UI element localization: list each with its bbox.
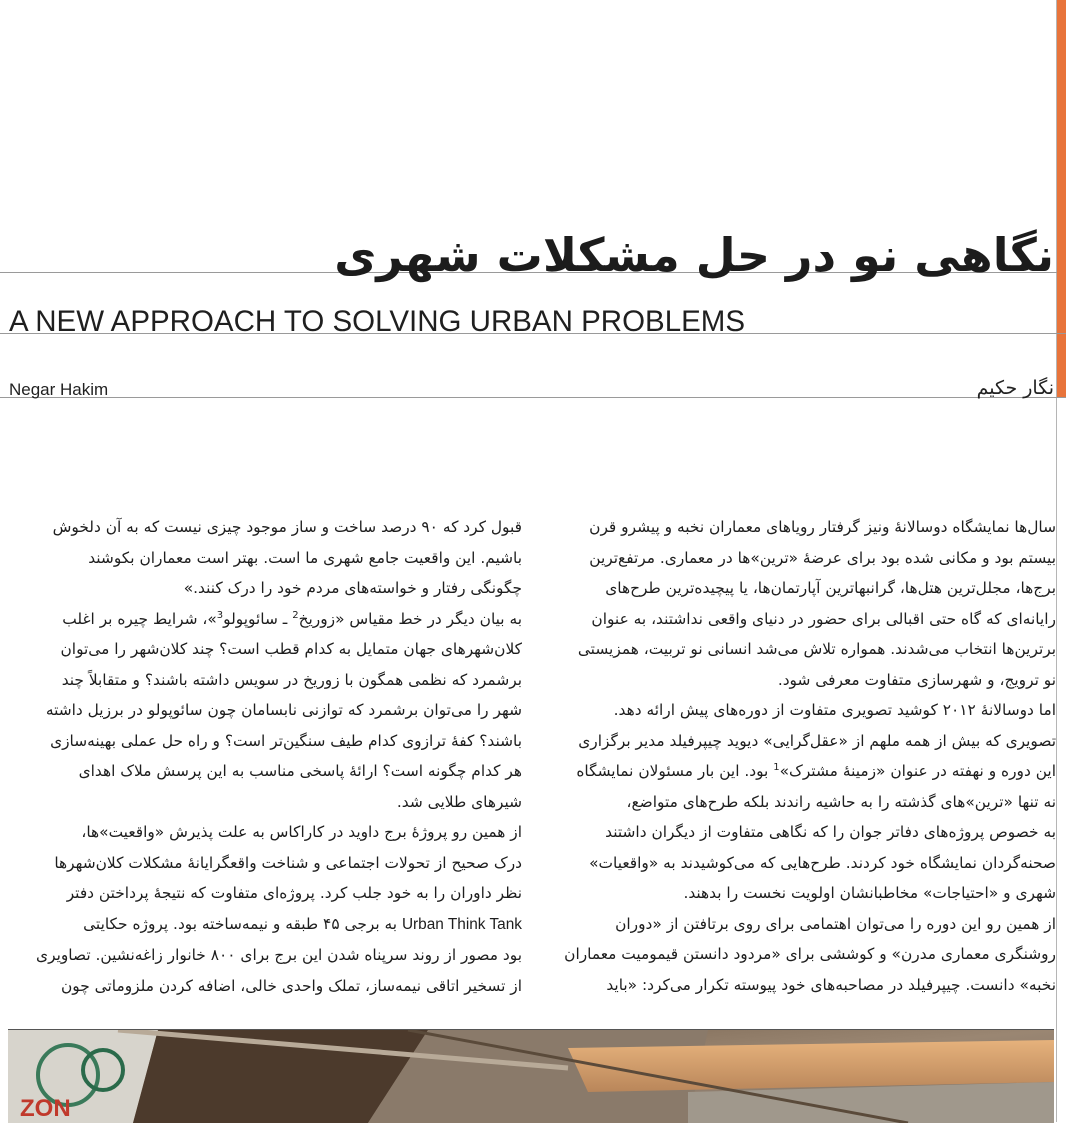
- text-line: از تسخیر اتاقی نیمه‌ساز، تملک واحدی خالی، اضافه کردن ملزوماتی چون: [61, 976, 522, 995]
- text-fragment: ـ سائوپولو: [223, 609, 288, 628]
- text-line: نخبه» دانست. چیپرفیلد در مصاحبه‌های خود پیوسته تکرار می‌کرد: «باید: [606, 975, 1056, 994]
- text-line: درک صحیح از تحولات اجتماعی و شناخت واقعگرایانهٔ مشکلات کلان‌شهرها: [54, 853, 522, 872]
- text-fragment-latin: Urban Think Tank: [401, 915, 522, 933]
- text-line: به خصوص پروژه‌های دفاتر جوان را که نگاهی متفاوت از دیگران داشتند: [605, 823, 1056, 841]
- orange-accent-bar: [1057, 0, 1066, 398]
- text-line: نو ترویج، و شهرسازی متفاوت معرفی شود.: [777, 670, 1056, 689]
- text-line: صحنه‌گردان نمایشگاه خود کردند. طرح‌هایی که می‌کوشیدند به «واقعیات»: [589, 853, 1056, 872]
- text-fragment: به بیان دیگر در خط مقیاس «زوریخ: [298, 609, 522, 628]
- text-line: قبول کرد که ۹۰ درصد ساخت و ساز موجود چیزی نیست که به آن دلخوش: [52, 518, 522, 536]
- text-line: هر کدام چگونه است؟ ارائهٔ پاسخی مناسب به این پرسش ملاک اهدای: [78, 762, 522, 780]
- text-line: شیرهای طلایی شد.: [396, 792, 522, 811]
- author-persian: نگار حکیم: [976, 377, 1054, 399]
- text-line: باشیم. این واقعیت جامع شهری ما است. بهتر است معماران بکوشند: [88, 548, 522, 567]
- text-line: اما دوسالانهٔ ۲۰۱۲ کوشید تصویری متفاوت از دوره‌های پیش ارائه دهد.: [613, 701, 1056, 719]
- footnote-marker-3: 3: [216, 609, 224, 621]
- text-line: بیستم بود و مکانی شده بود برای عرضهٔ «ترین»ها در معماری. مرتفع‌ترین: [589, 548, 1056, 567]
- page-edge-rule: [1056, 0, 1057, 1122]
- photo-illustration: [8, 1030, 1054, 1123]
- article-photo: [8, 1029, 1054, 1123]
- footnote-marker-2: 2: [292, 609, 299, 621]
- text-line: روشنگری معماری مدرن» و کوششی برای «مردود دانستن قیمومیت معماران: [564, 945, 1056, 963]
- text-fragment: این دوره و نهفته در عنوان «زمینهٔ مشترک»: [779, 762, 1056, 780]
- text-line: نظر داوران را به خود جلب کرد. پروژه‌ای متفاوت که نتیجهٔ پرداختن دفتر: [66, 884, 522, 902]
- text-line: از همین رو پروژهٔ برج داوید در کاراکاس به علت پذیرش «واقعیت»ها،: [81, 823, 522, 841]
- title-english: A NEW APPROACH TO SOLVING URBAN PROBLEMS: [9, 305, 746, 338]
- text-line: [12, 604, 522, 635]
- text-line: برترین‌ها انتخاب می‌شدند. همواره تلاش می‌شد انسانی نو تربیت، همزیستی: [577, 640, 1056, 658]
- text-line: از همین رو این دوره را می‌توان اهتمامی برای روی برتافتن از «دوران: [615, 914, 1056, 933]
- text-line: شهر را می‌توان برشمرد که توازنی نابسامان چون سائوپولو در برزیل داشته: [45, 701, 522, 719]
- text-line: نه تنها «ترین»های گذشته را به حاشیه راندند بلکه طرح‌های متواضع،: [626, 792, 1056, 811]
- text-line: بود مصور از روند سرپناه شدن این برج برای ۸۰۰ خانوار زاغه‌نشین. تصاویری: [36, 946, 522, 964]
- text-line: رایانه‌ای که گاه حتی اقبالی برای حضور در دنیای واقعی نداشتند، به عنوان: [591, 609, 1056, 628]
- text-line: چگونگی رفتار و خواسته‌های مردم خود را درک کنند.»: [183, 579, 522, 597]
- footnote-marker-1: 1: [773, 761, 780, 773]
- text-line: برج‌ها، مجلل‌ترین هتل‌ها، گرانبهاترین آپارتمان‌ها، یا پیچیده‌ترین طرح‌های: [605, 579, 1056, 597]
- body-column-left: [12, 512, 522, 1001]
- text-fragment: بود. این بار مسئولان نمایشگاه: [576, 762, 769, 780]
- text-line: تصویری که بیش از همه ملهم از «عقل‌گرایی» دیوید چیپرفیلد مدیر برگزاری: [578, 731, 1056, 750]
- text-fragment: »، شرایط چیره بر اغلب: [62, 609, 217, 628]
- text-line: شهری و «احتیاجات» مخاطبانشان اولویت نخست را بدهند.: [683, 884, 1056, 902]
- text-line: برشمرد که نظمی همگون با زوریخ در سویس داشته باشند؟ و متقابلاً چند: [61, 670, 522, 689]
- text-line: [12, 909, 522, 941]
- photo-graffiti-text: ZON: [20, 1095, 71, 1122]
- text-line: کلان‌شهرهای جهان متمایل به کدام قطب است؟ چند کلان‌شهر را می‌توان: [60, 640, 522, 658]
- text-line: سال‌ها نمایشگاه دوسالانهٔ ونیز گرفتار رویاهای معماران نخبه و پیشرو قرن: [589, 518, 1056, 536]
- header-rule-bottom: [0, 397, 1066, 398]
- body-column-right: [545, 512, 1056, 1000]
- title-persian: نگاهی نو در حل مشکلات شهری: [334, 228, 1054, 282]
- text-line: [545, 756, 1056, 787]
- text-line: باشند؟ کفهٔ ترازوی کدام طیف سنگین‌تر است؟ و راه حل عملی بهینه‌سازی: [50, 731, 522, 750]
- author-english: Negar Hakim: [9, 380, 109, 399]
- text-fragment: به برجی ۴۵ طبقه و نیمه‌ساخته بود. پروژه حکایتی: [83, 914, 398, 933]
